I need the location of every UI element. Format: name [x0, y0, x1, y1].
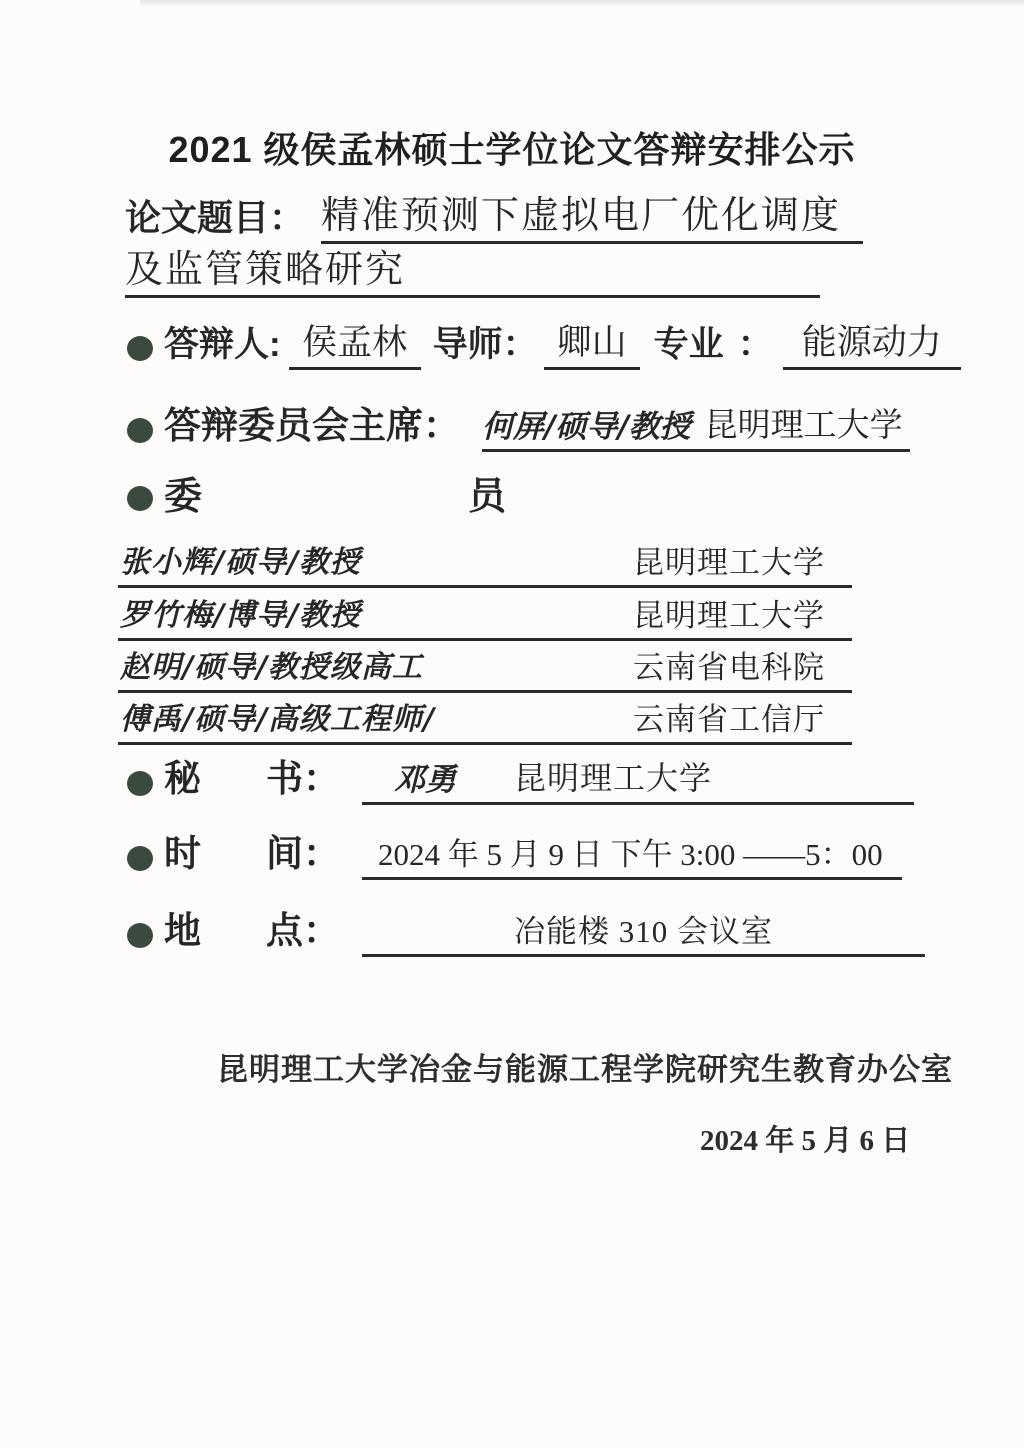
committee-member-row: [118, 588, 852, 641]
secretary-institution: 昆明理工大学: [514, 760, 713, 796]
major-value: 能源动力: [783, 315, 961, 370]
time-label-char-b: 间：: [266, 833, 340, 874]
document-title: 2021 级侯孟林硕士学位论文答辩安排公示: [168, 129, 856, 170]
footer-office-name: 昆明理工大学冶金与能源工程学院研究生教育办公室: [217, 1052, 953, 1087]
location-label-char-a: 地: [164, 910, 201, 951]
member-institution: 云南省电科院: [633, 650, 825, 685]
member-institution: 昆明理工大学: [633, 598, 825, 633]
time-label-char-a: 时: [164, 833, 201, 874]
member-name: 傅禹/硕导/高级工程师/: [120, 702, 435, 737]
secretary-row: [127, 755, 914, 805]
location-value-box: [362, 906, 925, 957]
secretary-label-char-b: 书：: [266, 758, 340, 799]
advisor-label: 导师：: [432, 325, 538, 364]
bullet-icon: [127, 418, 153, 443]
committee-member-row: [118, 640, 852, 693]
secretary-label: [164, 748, 340, 805]
scanner-edge-artifact: [140, 0, 1024, 7]
time-row: [127, 830, 902, 880]
thesis-title-line1: 精准预测下虚拟电厂优化调度: [321, 184, 863, 244]
thesis-title-row-2: [125, 250, 820, 298]
bullet-icon: [127, 771, 153, 796]
chair-institution: 昆明理工大学: [704, 408, 903, 444]
location-row: [127, 905, 925, 957]
chair-label: 答辩委员会主席：: [164, 405, 460, 446]
defender-row: [127, 318, 961, 370]
defender-name: 侯孟林: [289, 315, 421, 370]
committee-heading-char-a: 委: [164, 476, 203, 518]
time-label: [164, 823, 340, 880]
committee-member-row: [118, 692, 852, 745]
member-institution: 昆明理工大学: [633, 545, 825, 580]
member-name: 张小辉/硕导/教授: [120, 545, 361, 580]
bullet-icon: [127, 846, 153, 871]
member-name: 赵明/硕导/教授级高工: [120, 650, 423, 685]
secretary-label-char-a: 秘: [164, 758, 201, 799]
major-label: 专业: [653, 325, 724, 364]
major-colon: ：: [737, 325, 773, 364]
location-label-char-b: 点：: [266, 910, 340, 951]
secretary-value-box: [362, 753, 914, 805]
location-value: 冶能楼 310 会议室: [514, 914, 773, 949]
advisor-name: 卿山: [544, 315, 640, 370]
bullet-icon: [127, 486, 153, 511]
location-label: [164, 900, 340, 957]
committee-heading: [164, 465, 506, 520]
secretary-name: 邓勇: [394, 762, 456, 798]
bullet-icon: [127, 336, 153, 361]
chair-value-box: [482, 399, 910, 452]
chair-name-title: 何屏/硕导/教授: [482, 409, 691, 445]
member-name: 罗竹梅/博导/教授: [120, 598, 361, 633]
chair-row: [127, 398, 910, 452]
committee-heading-row: [127, 474, 506, 520]
committee-heading-char-b: 员: [467, 476, 506, 518]
committee-member-row: [118, 535, 852, 588]
thesis-title-label: 论文题目：: [125, 197, 306, 238]
footer-date: 2024 年 5 月 6 日: [700, 1125, 911, 1157]
thesis-title-line2: 及监管策略研究: [125, 238, 820, 298]
member-institution: 云南省工信厅: [633, 702, 825, 737]
time-value: 2024 年 5 月 9 日 下午 3:00 ——5：00: [378, 837, 883, 872]
bullet-icon: [127, 923, 153, 948]
defender-label: 答辩人:: [164, 325, 281, 364]
time-value-box: [362, 829, 902, 880]
thesis-title-row: [125, 186, 863, 244]
